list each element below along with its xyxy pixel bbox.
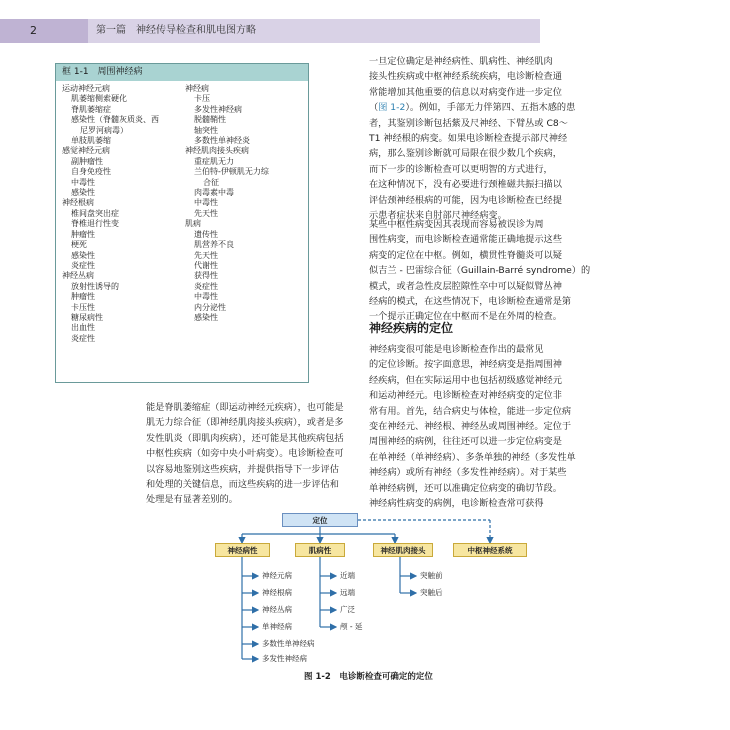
- text-line: 示患者症状来自肘部尺神经病变。: [369, 209, 507, 221]
- box-list-item: 脊肌萎缩症: [71, 104, 111, 114]
- text-line: 在单神经（单神经病）、多条单独的神经（多发性单: [369, 451, 576, 463]
- text-line: 似吉兰 - 巴雷综合征（Guillain-Barré syndrome）的: [369, 265, 591, 277]
- text-segment: ）。例如，手部无力伴第四、五指木感的患: [405, 102, 576, 114]
- text-line: 神经病）或所有神经（多发性神经病）。对于某些: [369, 467, 567, 479]
- figure-localization-diagram: [200, 510, 540, 685]
- box-list-item: 梗死: [71, 240, 87, 250]
- running-header-title: 第一篇 神经传导检查和肌电图方略: [96, 25, 256, 36]
- text-line: 一旦定位确定是神经病性、肌病性、神经肌肉: [369, 56, 553, 67]
- text-line: 能是脊肌萎缩症（即运动神经元疾病），也可能是: [146, 402, 344, 413]
- box-list-item: 遗传性: [194, 229, 218, 239]
- box-list-item: 出血性: [71, 323, 95, 333]
- figure-reference-link[interactable]: 图 1-2: [378, 102, 406, 114]
- text-line: 周围神经的病例，往往还可以进一步定位病变是: [369, 436, 562, 448]
- right-paragraph-1: [369, 54, 575, 223]
- text-segment: （: [369, 102, 379, 114]
- text-line: 神经病变很可能是电诊断检查作出的最常见: [369, 344, 544, 355]
- box-list-item: 肌营养不良: [194, 240, 234, 250]
- box-list-item: 自身免疫性: [71, 167, 111, 177]
- leaf-postsynaptic: 突触后: [420, 588, 443, 597]
- box-list-item: 兰伯特-伊顿肌无力综: [194, 167, 269, 177]
- box-list-item: 肿瘤性: [71, 292, 95, 302]
- box-list-item: 感染性: [71, 188, 95, 198]
- text-line: 者，其鉴别诊断包括紫及尺神经、下臂丛或 C8～: [369, 117, 568, 129]
- leaf-mononeuropathy: 单神经病: [262, 622, 292, 631]
- box-list-item: 肌病: [185, 219, 201, 229]
- box-list-item: 中毒性: [194, 198, 218, 208]
- leaf-generalized: 广泛: [340, 605, 355, 614]
- text-line: 而下一步的诊断检查可以更明智的方式进行，: [369, 163, 553, 175]
- box-list-item: 重症肌无力: [194, 156, 234, 166]
- leaf-proximal: 近端: [340, 571, 355, 580]
- box-list-item: 副肿瘤性: [71, 156, 103, 166]
- box-list-item: 尼罗河病毒）: [80, 125, 128, 135]
- box-list-item: 多发性神经病: [194, 104, 242, 114]
- box-list-item: 肿瘤性: [71, 229, 95, 239]
- box-list-item: 感染性（脊髓灰质炎、西: [71, 115, 159, 125]
- text-line: 接头性疾病或中枢神经系统疾病，电诊断检查通: [369, 71, 562, 83]
- text-line: 和处理的关键信息，而这些疾病的进一步评估和: [146, 478, 339, 490]
- text-line: 发性肌炎（即肌肉疾病），还可能是其他疾病包括: [146, 432, 344, 444]
- text-line: 经疾病，但在实际运用中也包括初级感觉神经元: [369, 374, 562, 386]
- node-localization: 定位: [282, 513, 358, 527]
- box-title: 框 1-1 周围神经病: [56, 64, 308, 81]
- box-list-item: 肌萎缩侧索硬化: [71, 94, 127, 104]
- box-list-item: 卡压性: [71, 302, 95, 312]
- leaf-neuronopathy: 神经元病: [262, 571, 292, 580]
- text-line: 病变的定位在中枢。例如，横贯性脊髓炎可以疑: [369, 249, 562, 261]
- text-line: 和运动神经元。电诊断检查对神经病变的定位非: [369, 390, 562, 402]
- text-line: 模式，或者急性皮层腔隙性卒中可以疑似臂丛神: [369, 280, 562, 292]
- figure-caption: 图 1-2 电诊断检查可确定的定位: [304, 672, 433, 682]
- page-number: 2: [0, 19, 88, 43]
- node-cns: 中枢神经系统: [453, 543, 527, 557]
- box-column-1: [62, 84, 159, 344]
- text-line: 评估颈神经根病的可能，因为电诊断检查已经提: [369, 194, 562, 206]
- text-line: [369, 100, 575, 115]
- box-list-item: 多数性单神经炎: [194, 136, 250, 146]
- leaf-bulbar: 颅 - 延: [340, 622, 363, 631]
- node-myopathic: 肌病性: [295, 543, 345, 557]
- text-line: 神经病性病变的病例，电诊断检查常可获得: [369, 497, 544, 509]
- box-list-item: 运动神经元病: [62, 84, 110, 93]
- box-list-item: 放射性诱导的: [71, 281, 119, 291]
- sidebar-box-peripheral-neuropathy: [55, 63, 309, 383]
- leaf-polyneuropathy: 多发性神经病: [262, 654, 307, 663]
- leaf-distal: 远端: [340, 588, 355, 597]
- box-list-item: 炎症性: [71, 260, 95, 270]
- box-list-item: 中毒性: [71, 177, 95, 187]
- left-paragraph: [146, 400, 344, 508]
- box-list-item: 感染性: [194, 312, 218, 322]
- text-line: 经病的模式，在这些情况下，电诊断检查通常是第: [369, 295, 572, 307]
- text-line: 某些中枢性病变因其表现而容易被误诊为周: [369, 219, 544, 230]
- box-list-item: 合征: [203, 177, 219, 187]
- text-line: T1 神经根的病变。如果电诊断检查提示部尺神经: [369, 132, 568, 144]
- box-list-item: 卡压: [194, 94, 210, 104]
- text-line: 的定位诊断。按字面意思，神经病变是指周围神: [369, 359, 562, 371]
- box-list-item: 神经肌肉接头疾病: [185, 146, 249, 156]
- box-list-item: 肉毒素中毒: [194, 188, 234, 198]
- right-paragraph-3: [369, 342, 576, 511]
- box-list-item: 轴突性: [194, 125, 218, 135]
- text-line: 中枢性疾病（如旁中央小叶病变）。电诊断检查可: [146, 448, 344, 460]
- box-list-item: 脊椎退行性变: [71, 219, 119, 229]
- box-list-item: 感染性: [71, 250, 95, 260]
- box-list-item: 神经病: [185, 84, 209, 93]
- text-line: 围性病变，而电诊断检查通常能正确地提示这些: [369, 234, 562, 246]
- right-paragraph-2: [369, 217, 590, 325]
- box-list-item: 获得性: [194, 271, 218, 281]
- text-line: 在这种情况下，没有必要进行颈椎磁共振扫描以: [369, 179, 562, 191]
- box-list-item: 炎症性: [71, 333, 95, 343]
- box-list-item: 感觉神经元病: [62, 146, 110, 156]
- box-list-item: 单肢肌萎缩: [71, 136, 111, 146]
- text-line: 常有用。首先，结合病史与体检，能进一步定位病: [369, 405, 572, 417]
- node-nmj: 神经肌肉接头: [373, 543, 433, 557]
- text-line: 肌无力综合征（即神经肌肉接头疾病），或者是多: [146, 417, 344, 429]
- leaf-mononeuritis-multiplex: 多数性单神经病: [262, 639, 315, 648]
- box-list-item: 神经根病: [62, 198, 94, 208]
- box-list-item: 脱髓鞘性: [194, 115, 226, 125]
- box-list-item: 先天性: [194, 208, 218, 218]
- box-list-item: 先天性: [194, 250, 218, 260]
- box-list-item: 代谢性: [194, 260, 218, 270]
- leaf-radiculopathy: 神经根病: [262, 588, 292, 597]
- leaf-presynaptic: 突触前: [420, 571, 443, 580]
- diagram-connectors: [200, 510, 540, 670]
- text-line: 一个提示正确定位在中枢而不是在外周的检查。: [369, 311, 562, 323]
- box-list-item: 中毒性: [194, 292, 218, 302]
- box-list-item: 内分泌性: [194, 302, 226, 312]
- text-line: 变在神经元、神经根、神经丛或周围神经。定位于: [369, 420, 572, 432]
- section-title: 神经疾病的定位: [369, 321, 454, 335]
- node-neuropathic: 神经病性: [215, 543, 270, 557]
- text-line: 处理是有显著差别的。: [146, 494, 238, 506]
- box-list-item: 神经丛病: [62, 271, 94, 281]
- box-list-item: 糖尿病性: [71, 312, 103, 322]
- text-line: 常能增加其他重要的信息以对病变作进一步定位: [369, 86, 562, 98]
- box-column-2: [185, 84, 269, 323]
- box-list-item: 炎症性: [194, 281, 218, 291]
- box-list-item: 椎间盘突出症: [71, 208, 119, 218]
- leaf-plexopathy: 神经丛病: [262, 605, 292, 614]
- text-line: 病，那么鉴别诊断就可局限在很少数几个疾病，: [369, 148, 562, 160]
- text-line: 以容易地鉴别这些疾病，并提供指导下一步评估: [146, 463, 339, 475]
- text-line: 单神经病例，还可以准确定位病变的确切节段。: [369, 482, 562, 494]
